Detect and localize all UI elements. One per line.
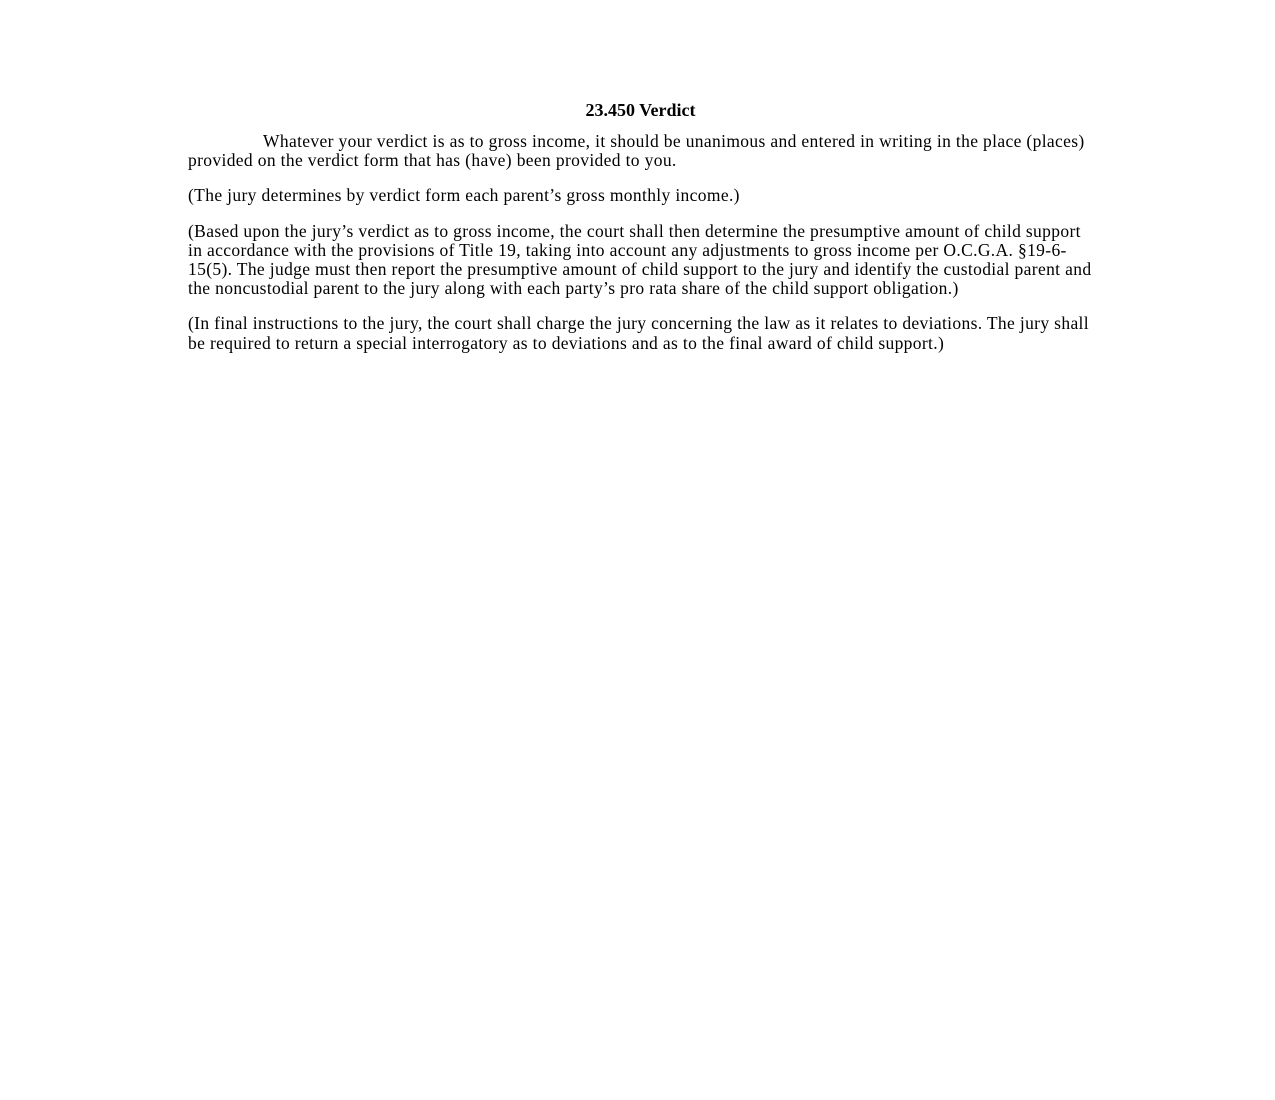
paragraph-jury-determines-income: (The jury determines by verdict form each parent’s gross monthly income.) [188, 185, 740, 206]
document-page [188, 98, 1093, 369]
paragraph-final-instructions: (In final instructions to the jury, the court shall charge the jury concerning the law as it relates to deviations. The jury shall be required to return a special interrogatory as to deviations and as to the final award of child support.) [188, 313, 1089, 353]
section-title: 23.450 Verdict [585, 100, 696, 120]
paragraph-verdict-instruction: Whatever your verdict is as to gross income, it should be unanimous and entered in writing in the place (places) provided on the verdict form that has (have) been provided to you. [188, 131, 1085, 171]
paragraph-court-determines-support: (Based upon the jury’s verdict as to gross income, the court shall then determine the presumptive amount of child support in accordance with the provisions of Title 19, taking into account any adjustments to gross income per O.C.G.A. §19-6-15(5). The judge must then report the presumptive amount of child support to the jury and identify the custodial parent and the noncustodial parent to the jury along with each party’s pro rata share of the child support obligation.) [188, 220, 1092, 299]
